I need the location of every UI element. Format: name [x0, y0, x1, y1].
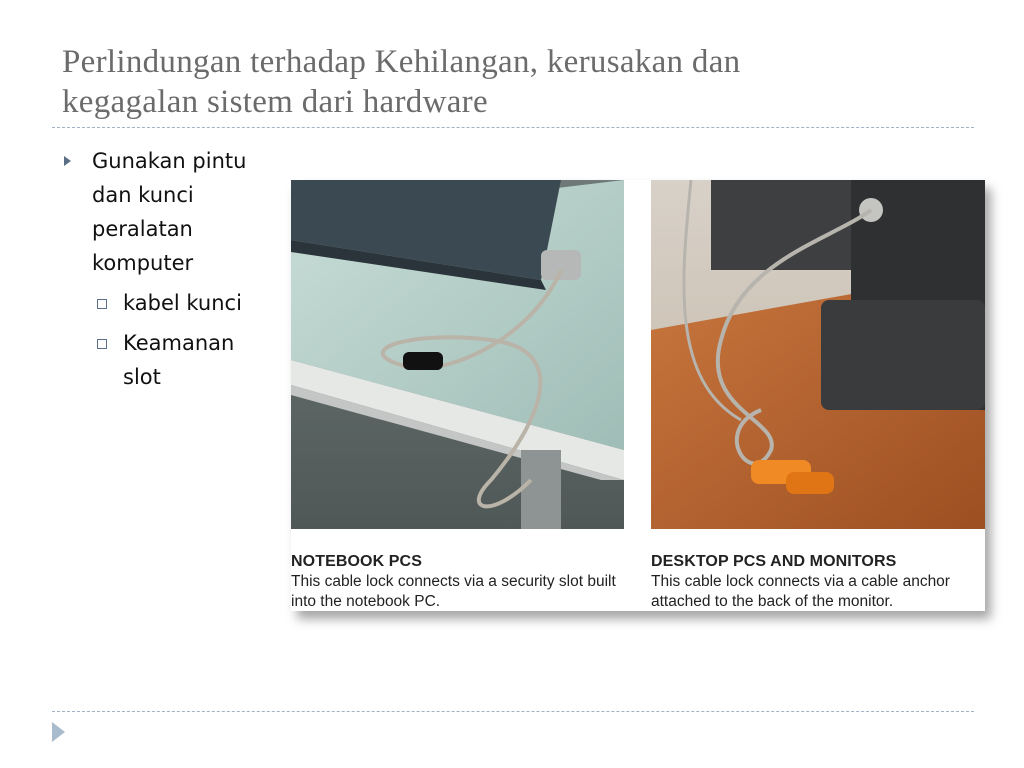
caption-text: This cable lock connects via a security slot built into the notebook PC. [291, 573, 616, 610]
notebook-cable-lock-photo [291, 180, 624, 529]
desktop-caption [651, 552, 985, 612]
sub-bullet-item-2 [62, 326, 272, 394]
footer-divider [52, 711, 974, 712]
caption-heading: NOTEBOOK PCS [291, 553, 422, 570]
bullet-arrow-icon [64, 156, 71, 166]
caption-text: This cable lock connects via a cable anchor attached to the back of the monitor. [651, 573, 950, 610]
slide-title-line-1: Perlindungan terhadap Kehilangan, kerusakan dan [62, 44, 741, 80]
caption-heading: DESKTOP PCS AND MONITORS [651, 553, 897, 570]
slide-title [62, 42, 962, 122]
desktop-cable-lock-photo [651, 180, 985, 529]
bullet-list [62, 144, 272, 394]
sub-bullet-square-icon [97, 339, 107, 349]
sub-bullet-square-icon [97, 299, 107, 309]
sub-bullet-text: Keamanan slot [123, 331, 235, 389]
bullet-text: Gunakan pintu dan kunci peralatan komputer [92, 149, 247, 275]
title-divider [52, 127, 974, 128]
slide-title-line-2: kegagalan sistem dari hardware [62, 84, 488, 120]
next-slide-arrow-icon[interactable] [52, 722, 65, 742]
notebook-caption [291, 552, 631, 612]
bullet-item-main [62, 144, 272, 280]
cable-lock-figure [291, 180, 985, 611]
sub-bullet-item-1 [62, 286, 272, 320]
sub-bullet-text: kabel kunci [123, 291, 242, 315]
